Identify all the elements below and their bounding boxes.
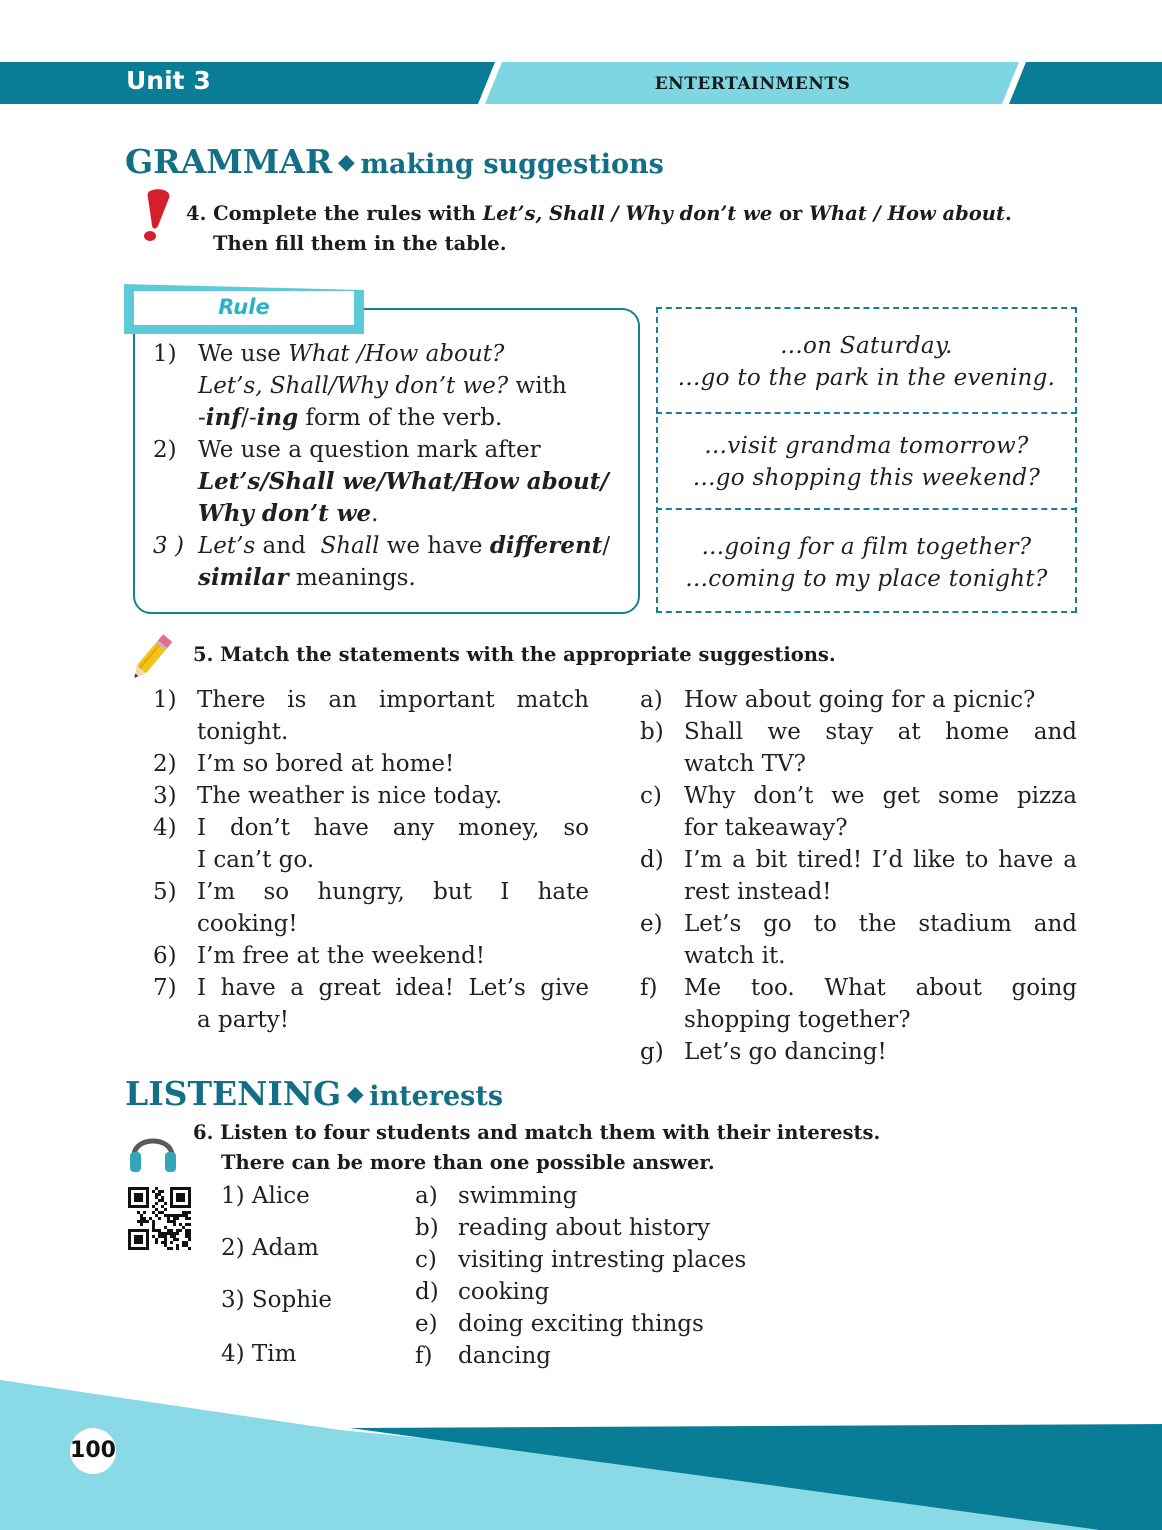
item-text: for takeaway? [684,815,848,841]
item-text: Let’s go dancing! [684,1039,887,1065]
item-text: I don’t have any money, so [197,815,589,841]
diamond-icon: ◆ [346,1081,364,1107]
item-text: Shall we stay at home and [684,719,1077,745]
instruction-text: or [772,202,810,225]
instruction-text: Let’s, Shall / Why don’t we [482,202,773,225]
item-text: a party! [197,1007,289,1033]
item-text: cooking! [197,911,298,937]
exercise6-instruction: 6. Listen to four students and match them with their interests. [193,1121,881,1144]
item-number: e) [640,911,663,937]
item-text: I can’t go. [197,847,315,873]
item-text: Why don’t we get some pizza [684,783,1077,809]
interest-text: cooking [458,1279,550,1305]
student-name: 2) Adam [221,1235,319,1261]
headphones-icon [128,1126,178,1174]
item-text: tonight. [197,719,289,745]
item-text: rest instead! [684,879,832,905]
example-line: ...going for a film together? [701,534,1032,560]
qr-code-icon[interactable] [128,1187,191,1250]
exercise4-instruction [186,199,1012,229]
rule-number: 3 ) [153,533,184,559]
rule-text: We use What /How about? Let’s, Shall/Why don’t we? with -inf/-ing form of the verb. [198,341,567,431]
instruction-text: What / How about [809,202,1005,225]
table-divider [656,508,1077,510]
item-text: There is an important match [197,687,589,713]
page-number: 100 [70,1428,116,1474]
rule-text: Let’s and Shall we have different/ similar meanings. [198,532,611,591]
item-text: I’m a bit tired! I’d like to have a [684,847,1077,873]
table-divider [656,412,1077,414]
exercise-number: 4. [186,202,207,225]
interest-text: reading about history [458,1215,710,1241]
instruction-text: Complete the rules with [213,202,483,225]
item-number: 3) [153,783,177,809]
item-text: The weather is nice today. [197,783,503,809]
interest-letter: a) [415,1183,438,1209]
item-text: How about going for a picnic? [684,687,1036,713]
item-number: c) [640,783,662,809]
item-text: I’m so bored at home! [197,751,455,777]
interest-text: dancing [458,1343,552,1369]
rule-label: Rule [134,291,354,325]
example-line: ...on Saturday. [780,333,953,359]
item-text: Me too. What about going [684,975,1077,1001]
interest-text: doing exciting things [458,1311,704,1337]
item-number: 5) [153,879,177,905]
instruction-text: . [1005,202,1012,225]
exclamation-icon [136,188,176,244]
example-line: ...coming to my place tonight? [685,566,1048,592]
item-number: d) [640,847,664,873]
diamond-icon: ◆ [337,149,355,175]
item-number: 4) [153,815,177,841]
item-text: shopping together? [684,1007,911,1033]
example-line: ...visit grandma tomorrow? [704,433,1029,459]
item-number: 1) [153,687,177,713]
item-text: Let’s go to the stadium and [684,911,1077,937]
item-text: I have a great idea! Let’s give [197,975,589,1001]
item-number: b) [640,719,664,745]
interest-text: visiting intresting places [458,1247,747,1273]
listening-heading: LISTENING [125,1074,342,1113]
item-text: watch TV? [684,751,806,777]
interest-letter: c) [415,1247,437,1273]
unit-label: Unit 3 [126,66,211,95]
interest-letter: d) [415,1279,439,1305]
rule-number: 1) [153,341,177,367]
item-number: 7) [153,975,177,1001]
exercise6-instruction-line2: There can be more than one possible answer. [221,1151,715,1174]
item-number: 6) [153,943,177,969]
item-text: I’m free at the weekend! [197,943,486,969]
exercise4-instruction-line2: Then fill them in the table. [213,232,507,255]
student-name: 3) Sophie [221,1287,333,1313]
item-text: watch it. [684,943,786,969]
rule-text: We use a question mark after Let’s/Shall we/What/How about/ Why don’t we. [198,437,609,527]
example-line: ...go shopping this weekend? [692,465,1041,491]
grammar-subtitle: making suggestions [360,149,664,180]
item-number: g) [640,1039,664,1065]
item-text: I’m so hungry, but I hate [197,879,589,905]
student-name: 4) Tim [221,1341,297,1367]
topic-label: ENTERTAINMENTS [654,74,851,94]
item-number: 2) [153,751,177,777]
grammar-title [125,142,664,181]
item-number: f) [640,975,658,1001]
listening-subtitle: interests [369,1081,504,1112]
listening-title [125,1074,503,1113]
interest-letter: f) [415,1343,433,1369]
item-number: a) [640,687,663,713]
interest-letter: e) [415,1311,438,1337]
rule-number: 2) [153,437,177,463]
student-name: 1) Alice [221,1183,310,1209]
exercise5-instruction: 5. Match the statements with the appropriate suggestions. [193,643,836,666]
pencil-icon [126,630,176,686]
interest-text: swimming [458,1183,578,1209]
grammar-heading: GRAMMAR [125,142,333,181]
interest-letter: b) [415,1215,439,1241]
example-line: ...go to the park in the evening. [677,365,1056,391]
